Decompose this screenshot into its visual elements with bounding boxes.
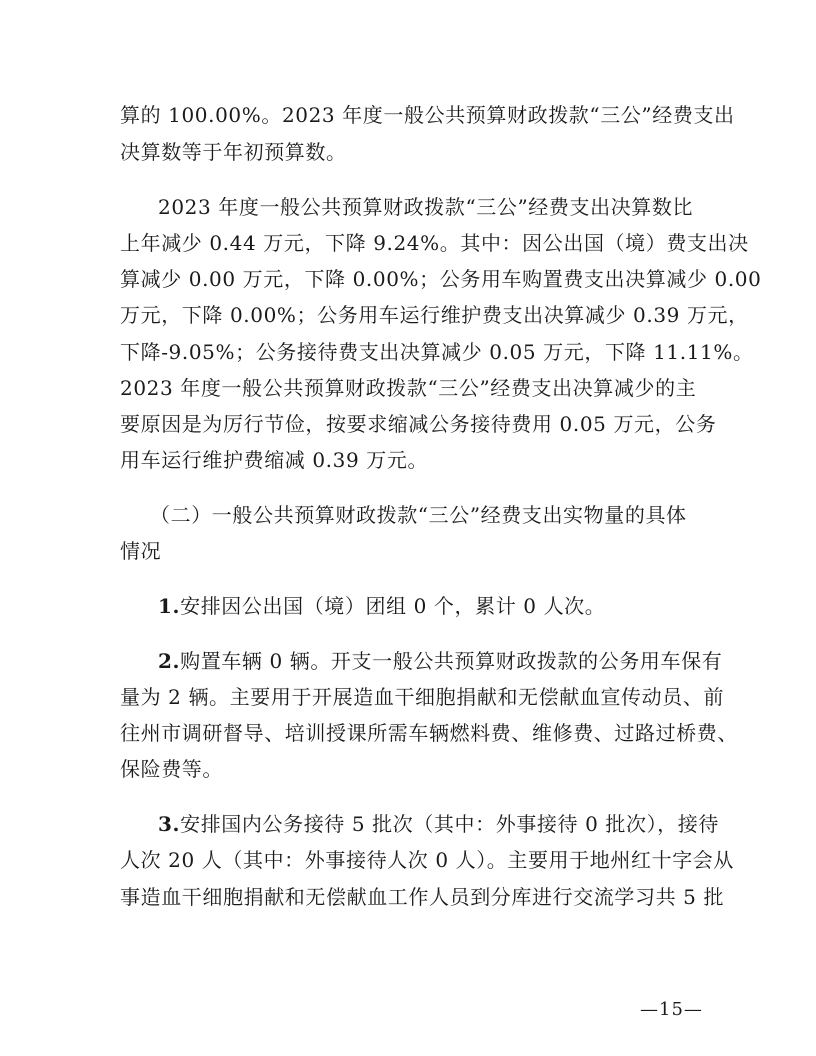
section-heading: 情况 xyxy=(120,539,162,563)
list-item-text: 安排因公出国（境）团组 0 个，累计 0 人次。 xyxy=(180,594,606,618)
paragraph-line: 用车运行维护费缩减 0.39 万元。 xyxy=(120,448,429,472)
list-item-number: 2. xyxy=(158,649,181,673)
list-item xyxy=(158,647,723,675)
paragraph-line: 人次 20 人（其中：外事接待人次 0 人）。主要用于地州红十字会从 xyxy=(120,848,735,872)
paragraph-line: 万元，下降 0.00%；公务用车运行维护费支出决算减少 0.39 万元， xyxy=(120,303,749,327)
paragraph-line: 事造血干细胞捐献和无偿献血工作人员到分库进行交流学习共 5 批 xyxy=(120,885,725,909)
paragraph-line: 2023 年度一般公共预算财政拨款“三公”经费支出决算数比 xyxy=(158,195,694,219)
list-item-text: 购置车辆 0 辆。开支一般公共预算财政拨款的公务用车保有 xyxy=(180,649,723,673)
paragraph-line: 2023 年度一般公共预算财政拨款“三公”经费支出决算减少的主 xyxy=(120,376,697,400)
list-item xyxy=(158,810,719,838)
section-heading: （二）一般公共预算财政拨款“三公”经费支出实物量的具体 xyxy=(150,503,687,527)
paragraph-line: 保险费等。 xyxy=(120,757,223,781)
list-item-text: 安排国内公务接待 5 批次（其中：外事接待 0 批次），接待 xyxy=(180,812,719,836)
list-item-number: 3. xyxy=(158,812,181,836)
paragraph-line: 上年减少 0.44 万元，下降 9.24%。其中：因公出国（境）费支出决 xyxy=(120,231,749,255)
paragraph-line: 算减少 0.00 万元，下降 0.00%；公务用车购置费支出决算减少 0.00 xyxy=(120,267,762,291)
page-number: —15— xyxy=(640,999,703,1020)
list-item-number: 1. xyxy=(158,594,181,618)
paragraph-line: 量为 2 辆。主要用于开展造血干细胞捐献和无偿献血宣传动员、前 xyxy=(120,685,725,709)
list-item xyxy=(158,592,700,620)
paragraph-line: 下降-9.05%；公务接待费支出决算减少 0.05 万元，下降 11.11%。 xyxy=(120,340,754,364)
paragraph-line: 要原因是为厉行节俭，按要求缩减公务接待费用 0.05 万元，公务 xyxy=(120,412,717,436)
paragraph-line: 算的 100.00%。2023 年度一般公共预算财政拨款“三公”经费支出 xyxy=(120,103,735,127)
paragraph-line: 决算数等于年初预算数。 xyxy=(120,140,347,164)
paragraph-line: 往州市调研督导、培训授课所需车辆燃料费、维修费、过路过桥费、 xyxy=(120,721,738,745)
